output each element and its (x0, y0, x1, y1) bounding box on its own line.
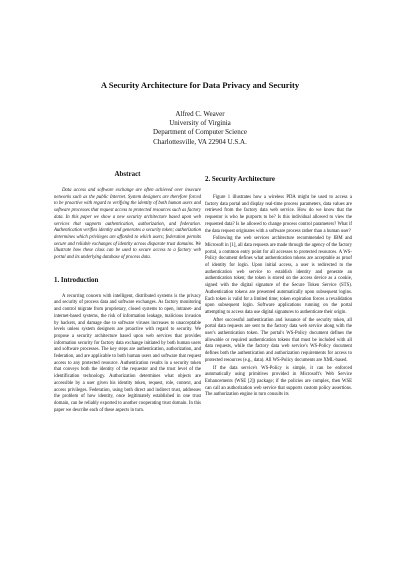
abstract-heading: Abstract (114, 170, 141, 178)
section-2-paragraph: Following the web services architecture recommended by IBM and Microsoft in [1], all data requests are made through the agency of the factory portal, a common entry point for all accesses to protected resources. A WS-Policy document defines what authentication tokens are acceptable as proof of identity for login. Upon initial access, a user is redirected to the authentication web service to establish identity and generate an authentication token; the token is stored on the access device as a cookie, signed with the digital signature of the Secure Token Service (STS). Authentication tokens are presented automatically upon subsequent logins. Each token is valid for a limited time; token expiration forces a revalidation upon subsequent login. Software applications running on the portal attempting to access data use digital signatures to authenticate their origin. (205, 236, 352, 315)
author-block (0, 110, 400, 147)
right-column (205, 170, 352, 400)
author-name: Alfred C. Weaver (175, 110, 225, 118)
left-column (54, 170, 201, 417)
paper-title: A Security Architecture for Data Privacy and Security (100, 80, 300, 90)
author-university: University of Virginia (169, 119, 231, 128)
section-2-paragraph: If the data service's WS-Policy is simple, it can be enforced automatically using primitives provided in Microsoft's Web Service Enhancements (WSE [2]) package; if the policies are complex, then WSE can call an authorization web service that supports custom policy assertions. The authorization engine in turn consults its (205, 365, 352, 398)
section-2-paragraph: Figure 1 illustrates how a wireless PDA might be used to access a factory data portal and display real-time process parameters, data values are retrieved from the factory data web service. How do we know that the requestor is who he purports to be? Is this individual allowed to view the requested data? Is he allowed to change process control parameters? What if the data request originates with a software process rather than a human user? (205, 195, 352, 234)
section-1-text: A recurring concern with intelligent, distributed systems is the privacy and security of process data and software exchanges. As factory monitoring and control migrate from proprietary, closed systems to open, intranet- and internet-based systems, the risk of information leakage, malicious invasion by hackers, and damage due to software viruses increases to unacceptable levels unless system designers are proactive with regard to security. We propose a security architecture based upon web services that provides information security for factory data exchange initiated by both human users and software processes. The key steps are authentication, authorization, and federation, and are applicable to both human users and software that request access to any protected resource. Authentication results in a security token that conveys both the identity of the requestor and the trust level of the identification technology. Authorization determines what objects are accessible by a user given his identity token, request, role, context, and access privileges. Federation, using both direct and indirect trust, addresses the problem of how identity, once legitimately established in one trust domain, can be reliably exported to another cooperating trust domain. In this paper we describe each of these aspects in turn. (54, 293, 201, 413)
abstract-text: Data access and software exchange are often achieved over insecure networks such as the public Internet. System designers are therefore forced to be proactive with regard to verifying the identity of both human users and software processes that request access to protected resources such as factory data. In this paper we show a new security architecture based upon web services that supports authentication, authorization, and federation. Authentication verifies identity and generates a security token; authorization determines which privileges are afforded to which users; federation permits secure and reliable exchanges of identity across disparate trust domains. We illustrate how these class can be used to secure access to a factory web portal and its underlying database of process data. (54, 188, 201, 261)
section-2-paragraph: After successful authentication and issuance of the security token, all portal data requests are sent to the factory data web service along with the user's authentication token. The portal's WS-Policy document defines the allowable or required authentication tokens that must be included with all data requests, while the factory data web service's WS-Policy document defines both the authentication and authorization requirements for access to protected resources (e.g., data). All WS-Policy documents are XML-based. (205, 317, 352, 363)
section-1-heading: 1. Introduction (54, 276, 99, 284)
author-address: Charlottesville, VA 22904 U.S.A. (153, 137, 247, 146)
section-2-heading: 2. Security Architecture (205, 176, 275, 183)
author-department: Department of Computer Science (153, 128, 247, 137)
